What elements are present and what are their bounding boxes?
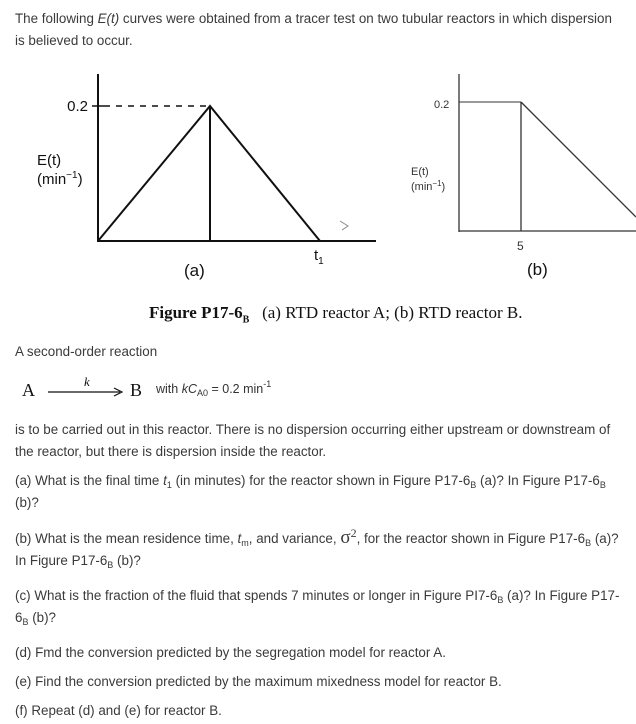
- question-b: (b) What is the mean residence time, $t_m$, and variance, $\sigma^2$, for the reactor shown in Figure $P17-6_B$ (a)? In Figure $P17-6_B$ (b)?: [15, 526, 619, 570]
- intro-text-1: The following: [15, 11, 98, 26]
- figure-caption-label: Figure $P17-6_B$: [149, 303, 250, 326]
- intro-text-2: curves were obtained from a tracer test on two tubular reactors in which dispersion is believed to occur.: [15, 11, 612, 48]
- graph-a-arrow-mark: [340, 221, 348, 230]
- graph-b-x-tick-label: 5: [517, 239, 524, 253]
- rate-condition: with $kC_{A0} = 0.2$ $\min^{-1}$: [156, 379, 272, 398]
- body-paragraph: is to be carried out in this reactor. There is no dispersion occurring either upstream or downstream of the reactor, but there is dispersion inside the reactor.: [15, 422, 611, 459]
- reactant-a: A: [22, 380, 35, 400]
- graph-b: [400, 70, 636, 285]
- graph-a-panel-label: (a): [184, 261, 205, 280]
- graph-a-ylabel-1: E(t): [37, 152, 62, 169]
- reaction-intro: A second-order reaction: [15, 344, 158, 359]
- graph-b-ylabel-1: E(t): [411, 166, 429, 178]
- figure-caption: [149, 303, 523, 325]
- question-a: (a) What is the final time $t_1$ (in minutes) for the reactor shown in Figure $P17-6_B$ (a)? In Figure $P17-6_B$ (b)?: [15, 473, 606, 510]
- graph-a: [20, 70, 390, 285]
- graph-b-panel-label: (b): [527, 260, 548, 279]
- figure-caption-text: (a) RTD reactor A; (b) RTD reactor B.: [262, 303, 523, 322]
- graph-b-y-tick-label: 0.2: [434, 99, 450, 111]
- graph-a-ylabel-2: $(\min^{-1})$: [37, 170, 83, 188]
- rate-constant-k: k: [84, 374, 90, 389]
- intro-paragraph: [15, 8, 625, 52]
- sigma-symbol: $\sigma^2$: [340, 526, 357, 548]
- graph-a-t1-label: $t_1$: [314, 247, 324, 267]
- question-e: (e) Find the conversion predicted by the maximum mixedness model for reactor B.: [15, 674, 502, 689]
- question-c: (c) What is the fraction of the fluid that spends 7 minutes or longer in Figure $PI7-6_B$ (a)? In Figure $P17-6_B$ (b)?: [15, 588, 620, 627]
- question-f: (f) Repeat (d) and (e) for reactor B.: [15, 703, 222, 718]
- graph-b-ylabel-2: $(\min^{-1})$: [411, 179, 446, 193]
- question-d: (d) Fmd the conversion predicted by the segregation model for reactor A.: [15, 645, 446, 660]
- graph-b-descending-line: [521, 102, 636, 217]
- intro-et: E(t): [97, 11, 120, 26]
- product-b: B: [130, 380, 143, 400]
- graph-a-y-tick-label: 0.2: [67, 98, 88, 115]
